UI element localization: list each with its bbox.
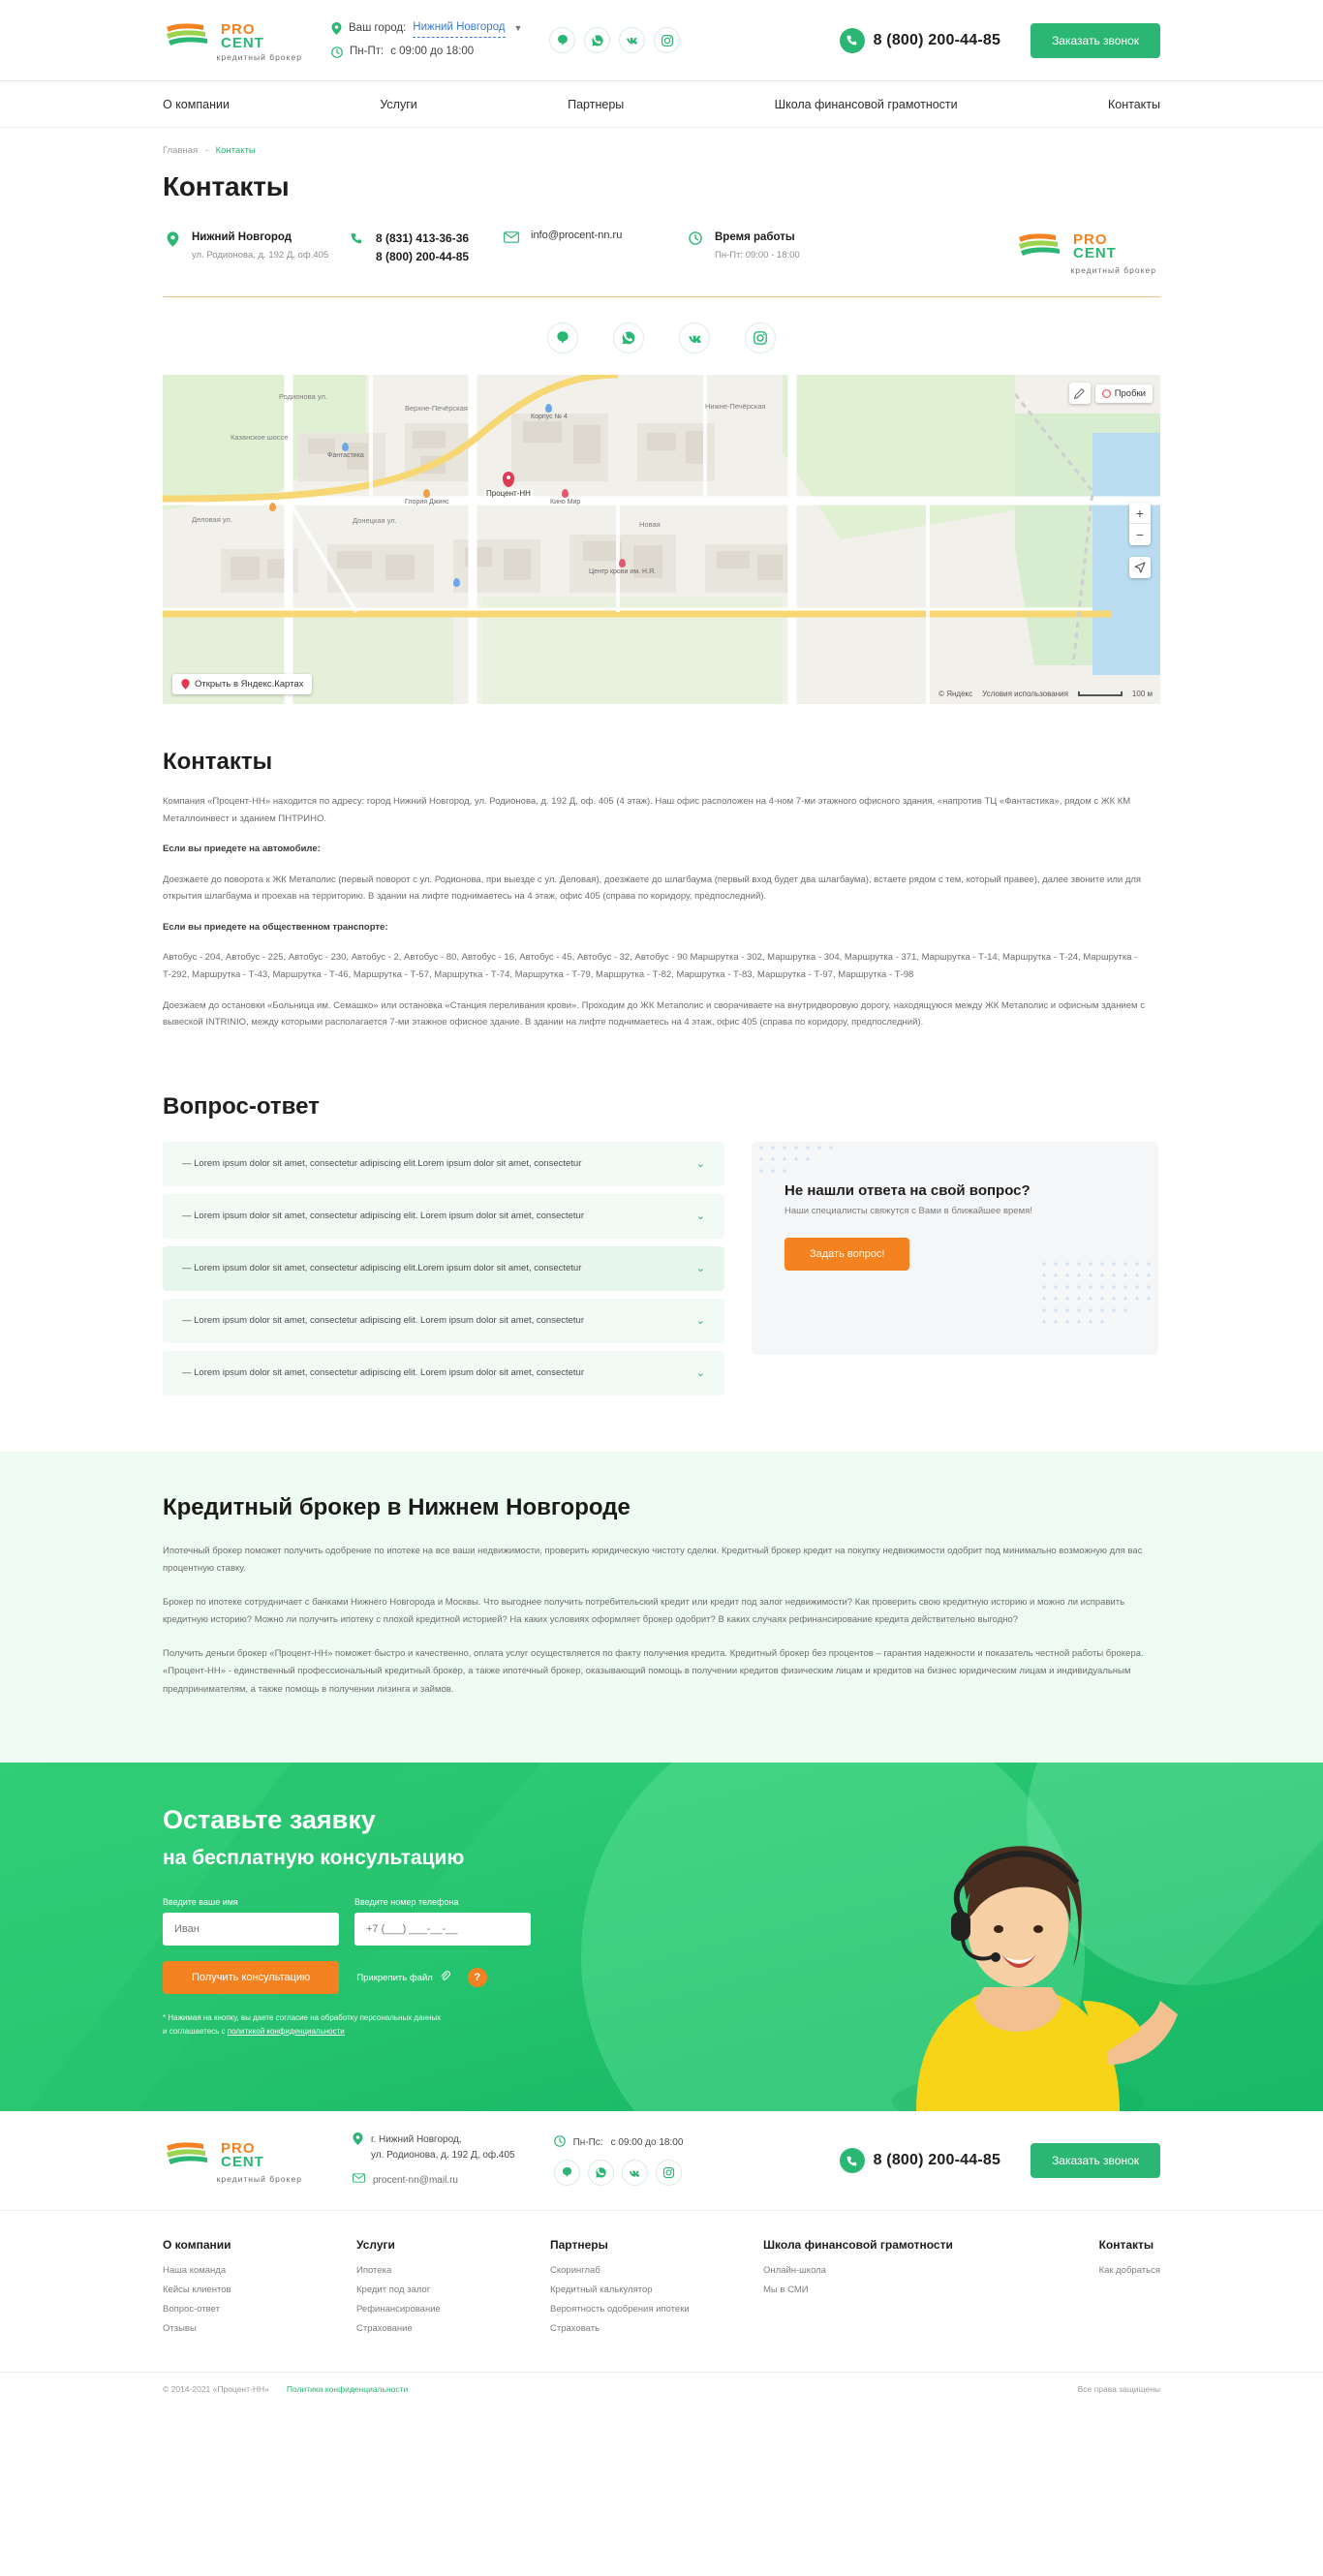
phone-icon	[347, 230, 366, 245]
map-marker-label: Процент-НН	[486, 489, 531, 498]
dots-decoration-icon	[752, 1142, 858, 1196]
footer-link[interactable]: Страхование	[356, 2323, 413, 2335]
seo-title: Кредитный брокер в Нижнем Новгороде	[163, 1493, 631, 1520]
viber-icon[interactable]	[549, 27, 575, 53]
chevron-down-icon[interactable]: ⌄	[695, 1315, 705, 1328]
cta-consent-note	[163, 2011, 1160, 2038]
breadcrumb-current: Контакты	[215, 145, 256, 156]
map-poi: Кино Мир	[550, 489, 580, 506]
svg-text:PRO: PRO	[1073, 231, 1108, 248]
cta-title: Оставьте заявку	[163, 1805, 376, 1835]
clock-icon	[686, 230, 705, 245]
contact-street: ул. Родионова, д. 192 Д, оф.405	[192, 250, 329, 261]
map-geolocate-button[interactable]	[1129, 557, 1151, 578]
map-street-label: Новая	[639, 520, 661, 529]
order-call-button[interactable]: Заказать звонок	[1031, 23, 1160, 58]
footer-link[interactable]: Вероятность одобрения ипотеки	[550, 2304, 690, 2315]
footer-hours-value: с 09:00 до 18:00	[610, 2137, 684, 2149]
faq-card-title: Не нашли ответа на свой вопрос?	[785, 1181, 1031, 1199]
faq-cta-card	[752, 1142, 1158, 1355]
footer-copyright: © 2014-2021 «Процент-НН»	[163, 2384, 269, 2395]
footer-bottom	[0, 2372, 1323, 2409]
whatsapp-icon[interactable]	[588, 2160, 614, 2186]
about-paragraph-bus-2: Доезжаем до остановки «Больница им. Семашко» или остановка «Станция переливания крови». Проходим до ЖК Метаполис и сворачиваете на внутридворовую дорогу, находящуюся между ЖК Метаполис и офисным зданием с вывеской INTRINIO, между которыми располагается 7-ми этажное офисное здание. В здании на лифте поднимаетесь на 4 этаж, офис 405 (справа по коридору, предпоследний).	[163, 999, 1145, 1028]
svg-text:CENT: CENT	[221, 2153, 264, 2169]
nav-item-about[interactable]: О компании	[163, 98, 230, 111]
map-scale-bar	[1078, 691, 1123, 696]
footer-link[interactable]: Мы в СМИ	[763, 2285, 809, 2296]
footer-column-contacts	[1099, 2238, 1160, 2343]
viber-icon[interactable]	[554, 2160, 580, 2186]
footer-column-partners	[550, 2238, 763, 2343]
faq-item[interactable]	[163, 1194, 724, 1239]
contact-address	[163, 230, 347, 263]
map-traffic-button[interactable]	[1095, 384, 1153, 403]
map-poi: Центр крови им. Н.Я.	[589, 559, 656, 575]
contact-hours-value: Пн-Пт: 09:00 - 18:00	[715, 250, 800, 261]
seo-paragraph-2: Брокер по ипотеке сотрудничает с банками Нижнего Новгорода и Москвы. Что выгоднее получить потребительский кредит или кредит под залог недвижимости? Как проверить свою кредитную историю и можно ли исправить кредитную историю? Можно ли получить ипотеку с плохой кредитной историей? На каких условиях оформляет брокер одобрит? В каких случаях рефинансирование кредита действительно выгодно?	[163, 1596, 1125, 1626]
map-street-label: Донецкая ул.	[353, 516, 397, 525]
attach-file-control[interactable]	[356, 1971, 449, 1984]
header-phone-block	[840, 23, 1160, 58]
instagram-icon[interactable]	[654, 27, 680, 53]
attach-file-label: Прикрепить файл	[356, 1972, 433, 1983]
contact-phones	[347, 230, 502, 265]
city-selector[interactable]: Нижний Новгород	[413, 19, 505, 38]
footer-phone-block	[840, 2143, 1160, 2178]
cta-subtitle: на бесплатную консультацию	[163, 1847, 465, 1870]
footer-link[interactable]: Кейсы клиентов	[163, 2285, 231, 2296]
cta-name-label: Введите ваше имя	[163, 1897, 238, 1908]
cta-consent-line-1: * Нажимая на кнопку, вы даете согласие на обработку персональных данных	[163, 2013, 442, 2023]
dots-decoration-icon	[1036, 1256, 1158, 1355]
contact-city: Нижний Новгород	[192, 231, 292, 243]
svg-text:CENT: CENT	[1073, 245, 1117, 261]
map-zoom-controls[interactable]	[1129, 503, 1151, 545]
city-label: Ваш город:	[349, 21, 407, 34]
map-zoom-in-button[interactable]: +	[1129, 503, 1151, 524]
map-poi: Корпус № 4	[531, 404, 568, 420]
nav-item-services[interactable]: Услуги	[380, 98, 417, 111]
cta-name-field-group	[163, 1897, 339, 1946]
vk-icon[interactable]	[622, 2160, 648, 2186]
footer-address-line-2: ул. Родионова, д. 192 Д, оф.405	[371, 2150, 515, 2162]
contact-strip	[163, 230, 1160, 297]
breadcrumb-home[interactable]: Главная	[163, 145, 199, 156]
map-top-controls	[1069, 383, 1153, 404]
cta-name-input[interactable]	[163, 1913, 339, 1946]
about-paragraph-bus: Автобус - 204, Автобус - 225, Автобус - 230, Автобус - 2, Автобус - 80, Автобус - 16, Автобус - 45, Автобус - 32, Автобус - 90 Маршрутка - 302, Маршрутка - 304, Маршрутка - 371, Маршрутка - Т-14, Маршрутка - Т-24, Маршрутка - Т-292, Маршрутка - Т-43, Маршрутка - Т-46, Маршрутка - Т-57, Маршрутка - Т-74, Маршрутка - Т-79, Маршрутка - Т-82, Маршрутка - Т-83, Маршрутка - Т-97, Маршрутка - Т-98	[163, 952, 1138, 980]
vk-icon[interactable]	[679, 322, 710, 353]
logo-tagline: кредитный брокер	[216, 2173, 302, 2184]
footer-address-block	[353, 2132, 515, 2189]
phone-icon	[840, 28, 865, 53]
footer-hours-block	[554, 2135, 684, 2186]
map-street-label: Казанское шоссе	[231, 433, 289, 442]
header-topbar	[0, 0, 1323, 81]
seo-paragraph-3: Получить деньги брокер «Процент-НН» поможет быстро и качественно, оплата услуг осуществляется по факту получения кредита. Кредитный брокер без процентов – гарантия надежности и показатель честной работы брокера. «Процент-НН» - единственный профессиональный кредитный брокер, а также ипотечный брокер, оказывающий помощь в получении кредитов физическим лицам и кредитов на бизнес юридическим лицам и индивидуальным предпринимателям, а также помощь в получении лизинга и займов.	[163, 1647, 1144, 1695]
main-navigation	[0, 81, 1323, 128]
contact-email	[502, 230, 686, 243]
footer-link[interactable]: Наша команда	[163, 2265, 227, 2277]
faq-question: — Lorem ipsum dolor sit amet, consectetur adipiscing elit.Lorem ipsum dolor sit amet, consectetur	[182, 1158, 582, 1170]
paperclip-icon[interactable]	[440, 1971, 450, 1984]
map-credit-yandex: © Яндекс	[938, 690, 973, 698]
footer-link[interactable]: Вопрос-ответ	[163, 2304, 220, 2315]
header-socials	[549, 27, 680, 53]
page-title: Контакты	[163, 171, 290, 201]
contact-email-value[interactable]: info@procent-nn.ru	[531, 230, 623, 241]
privacy-policy-link[interactable]: политикой конфиденциальности	[227, 2026, 345, 2036]
footer-link[interactable]: Кредитный калькулятор	[550, 2285, 653, 2296]
faq-list	[163, 1142, 724, 1403]
about-paragraph-1: Компания «Процент-НН» находится по адресу: город Нижний Новгород, ул. Родионова, д. 192 Д, оф. 405 (4 этаж). Наш офис расположен на 4-ном 7-ми этажного офисного здания, «напротив ТЦ «Фантастика», рядом с ЖК КМ Металлоинвест и зданием ПНТРИНО.	[163, 796, 1131, 824]
site-logo[interactable]	[163, 19, 306, 62]
whatsapp-icon[interactable]	[584, 27, 610, 53]
faq-question: — Lorem ipsum dolor sit amet, consectetur adipiscing elit.Lorem ipsum dolor sit amet, consectetur	[182, 1263, 582, 1274]
instagram-icon[interactable]	[656, 2160, 682, 2186]
footer-link[interactable]: Онлайн-школа	[763, 2265, 826, 2277]
map-street-label: Деловая ул.	[192, 515, 232, 524]
logo-tagline: кредитный брокер	[216, 51, 302, 62]
location-pin-icon	[163, 230, 182, 247]
cta-phone-label: Введите номер телефона	[354, 1897, 459, 1908]
ask-question-button[interactable]: Задать вопрос!	[785, 1238, 909, 1271]
footer-column-about	[163, 2238, 356, 2343]
footer-phone-number[interactable]: 8 (800) 200-44-85	[873, 2152, 1001, 2169]
phone-icon	[840, 2148, 865, 2173]
chevron-down-icon[interactable]: ⌄	[695, 1211, 705, 1223]
faq-section	[163, 1055, 1160, 1452]
clock-icon	[331, 46, 343, 58]
footer-top	[0, 2111, 1323, 2211]
hours-value: с 09:00 до 18:00	[390, 46, 475, 57]
cta-phone-input[interactable]	[354, 1913, 531, 1946]
logo-icon	[163, 19, 306, 50]
about-title: Контакты	[163, 749, 273, 775]
footer-link[interactable]: Как добраться	[1098, 2265, 1160, 2277]
nav-item-school[interactable]: Школа финансовой грамотности	[774, 98, 958, 111]
cta-section	[0, 1763, 1323, 2111]
faq-question: — Lorem ipsum dolor sit amet, consectetur adipiscing elit. Lorem ipsum dolor sit amet, consectetur	[182, 1367, 585, 1379]
map-poi	[453, 578, 460, 588]
footer-privacy-link[interactable]: Политика конфиденциальности	[286, 2384, 409, 2395]
map-marker-company[interactable]	[484, 472, 533, 498]
faq-item[interactable]	[163, 1351, 724, 1395]
contact-hours-title: Время работы	[715, 231, 795, 243]
chevron-down-icon[interactable]: ⌄	[695, 1158, 705, 1171]
footer-link[interactable]: Скоринглаб	[550, 2265, 600, 2277]
contact-hours	[686, 230, 879, 263]
footer-column-services	[356, 2238, 550, 2343]
nav-item-contacts[interactable]: Контакты	[1108, 98, 1160, 111]
footer-column-title: Контакты	[1098, 2238, 1154, 2253]
vk-icon[interactable]	[619, 27, 645, 53]
seo-paragraph-1: Ипотечный брокер поможет получить одобрение по ипотеке на все ваши недвижимости, проверить юридическую чистоту сделки. Кредитный брокер кредит на покупку недвижимости одобрит под минимально возможную для вас процентную ставку.	[163, 1545, 1143, 1575]
faq-item[interactable]	[163, 1142, 724, 1186]
cta-phone-field-group	[354, 1897, 531, 1946]
envelope-icon	[353, 2173, 365, 2189]
hours-label: Пн-Пт:	[350, 46, 385, 57]
footer-column-title: Школа финансовой грамотности	[763, 2238, 953, 2253]
city-and-hours	[331, 19, 522, 61]
map-poi: Глория Джинс	[405, 489, 449, 506]
footer-link[interactable]: Страховать	[550, 2323, 600, 2335]
logo-tagline: кредитный брокер	[1070, 265, 1156, 275]
envelope-icon	[502, 230, 521, 243]
footer-order-call-button[interactable]: Заказать звонок	[1031, 2143, 1160, 2178]
clock-icon	[554, 2135, 566, 2150]
about-section	[163, 704, 1160, 1055]
faq-item[interactable]	[163, 1246, 724, 1291]
yandex-map[interactable]	[163, 375, 1160, 704]
footer-email[interactable]: procent-nn@mail.ru	[373, 2175, 458, 2187]
footer-link[interactable]: Отзывы	[163, 2323, 197, 2335]
contact-phone-2[interactable]: 8 (800) 200-44-85	[376, 249, 470, 263]
header-phone-number[interactable]: 8 (800) 200-44-85	[873, 31, 1001, 48]
map-street-label: Нижне-Печёрская	[705, 402, 766, 411]
faq-card-text: Наши специалисты свяжутся с Вами в ближайшее время!	[785, 1205, 1032, 1216]
footer-column-school	[763, 2238, 1015, 2343]
footer-logo[interactable]	[163, 2138, 306, 2184]
footer-link[interactable]: Рефинансирование	[356, 2304, 441, 2315]
svg-text:PRO: PRO	[221, 2139, 256, 2157]
contact-phone-1[interactable]: 8 (831) 413-36-36	[376, 231, 470, 245]
footer-column-title: Услуги	[356, 2238, 395, 2253]
faq-item[interactable]	[163, 1299, 724, 1343]
cta-submit-button[interactable]: Получить консультацию	[163, 1961, 339, 1994]
map-open-in-yandex-button[interactable]	[172, 674, 312, 694]
chevron-down-icon[interactable]: ▼	[513, 22, 523, 33]
svg-text:PRO: PRO	[221, 20, 256, 38]
breadcrumb-separator: -	[204, 145, 208, 156]
whatsapp-icon[interactable]	[613, 322, 644, 353]
cta-consent-line-2: и соглашаетесь с	[163, 2026, 228, 2036]
faq-question: — Lorem ipsum dolor sit amet, consectetur adipiscing elit. Lorem ipsum dolor sit amet, consectetur	[182, 1315, 585, 1327]
map-street-label: Родионова ул.	[279, 392, 327, 401]
footer-hours-label: Пн-Пс:	[572, 2137, 603, 2149]
footer-socials	[554, 2160, 684, 2186]
map-poi: Фантастика	[327, 443, 364, 459]
footer-column-title: О компании	[163, 2238, 231, 2253]
breadcrumb	[163, 128, 1160, 156]
cta-form	[163, 1897, 1160, 1946]
map-scale-label: 100 м	[1131, 690, 1153, 698]
footer-link[interactable]: Кредит под залог	[356, 2285, 431, 2296]
map-canvas	[163, 375, 1160, 704]
map-open-label: Открыть в Яндекс.Картах	[195, 679, 304, 690]
faq-question: — Lorem ipsum dolor sit amet, consectetur adipiscing elit. Lorem ipsum dolor sit amet, consectetur	[182, 1211, 585, 1222]
logo-icon	[163, 2138, 306, 2169]
social-links-row	[163, 322, 1160, 353]
faq-title: Вопрос-ответ	[163, 1092, 320, 1119]
footer-column-title: Партнеры	[550, 2238, 608, 2253]
location-pin-icon	[353, 2132, 363, 2151]
chevron-down-icon[interactable]: ⌄	[695, 1263, 705, 1275]
footer-rights: Все права защищены	[1077, 2384, 1160, 2395]
seo-section	[0, 1452, 1323, 1763]
about-paragraph-car: Доезжаете до поворота к ЖК Метаполис (первый поворот с ул. Родионова, при выезде с ул. Деловая), доезжаете до шлагбаума (первый вход будет два шлагбаума), встаете рядом с тем, который правее), далее звоните или для открытия шлагбаума и проехав на территорию. В здании на лифте поднимаетесь на 4 этаж, офис 405 (справа по коридору, предпоследний).	[163, 874, 1142, 903]
map-poi	[269, 503, 276, 512]
footer-link[interactable]: Ипотека	[356, 2265, 392, 2277]
help-icon[interactable]: ?	[468, 1968, 487, 1987]
location-pin-icon	[331, 22, 342, 35]
chevron-down-icon[interactable]: ⌄	[695, 1367, 705, 1380]
map-street-label: Верхне-Печёрская	[405, 404, 468, 413]
about-heading-car: Если вы приедете на автомобиле:	[163, 843, 321, 855]
contact-logo	[1015, 230, 1160, 275]
svg-text:CENT: CENT	[221, 34, 264, 50]
map-edit-icon[interactable]	[1069, 383, 1091, 404]
map-credits	[938, 690, 1153, 698]
nav-item-partners[interactable]: Партнеры	[568, 98, 625, 111]
map-terms-link[interactable]: Условия использования	[982, 690, 1068, 698]
viber-icon[interactable]	[547, 322, 578, 353]
logo-icon	[1015, 230, 1158, 261]
footer-columns	[0, 2211, 1323, 2372]
instagram-icon[interactable]	[745, 322, 776, 353]
map-traffic-label: Пробки	[1114, 387, 1146, 399]
about-heading-bus: Если вы приедете на общественном транспорте:	[163, 921, 388, 933]
footer-address-line-1: г. Нижний Новгород,	[371, 2134, 462, 2146]
map-zoom-out-button[interactable]: −	[1135, 527, 1145, 542]
